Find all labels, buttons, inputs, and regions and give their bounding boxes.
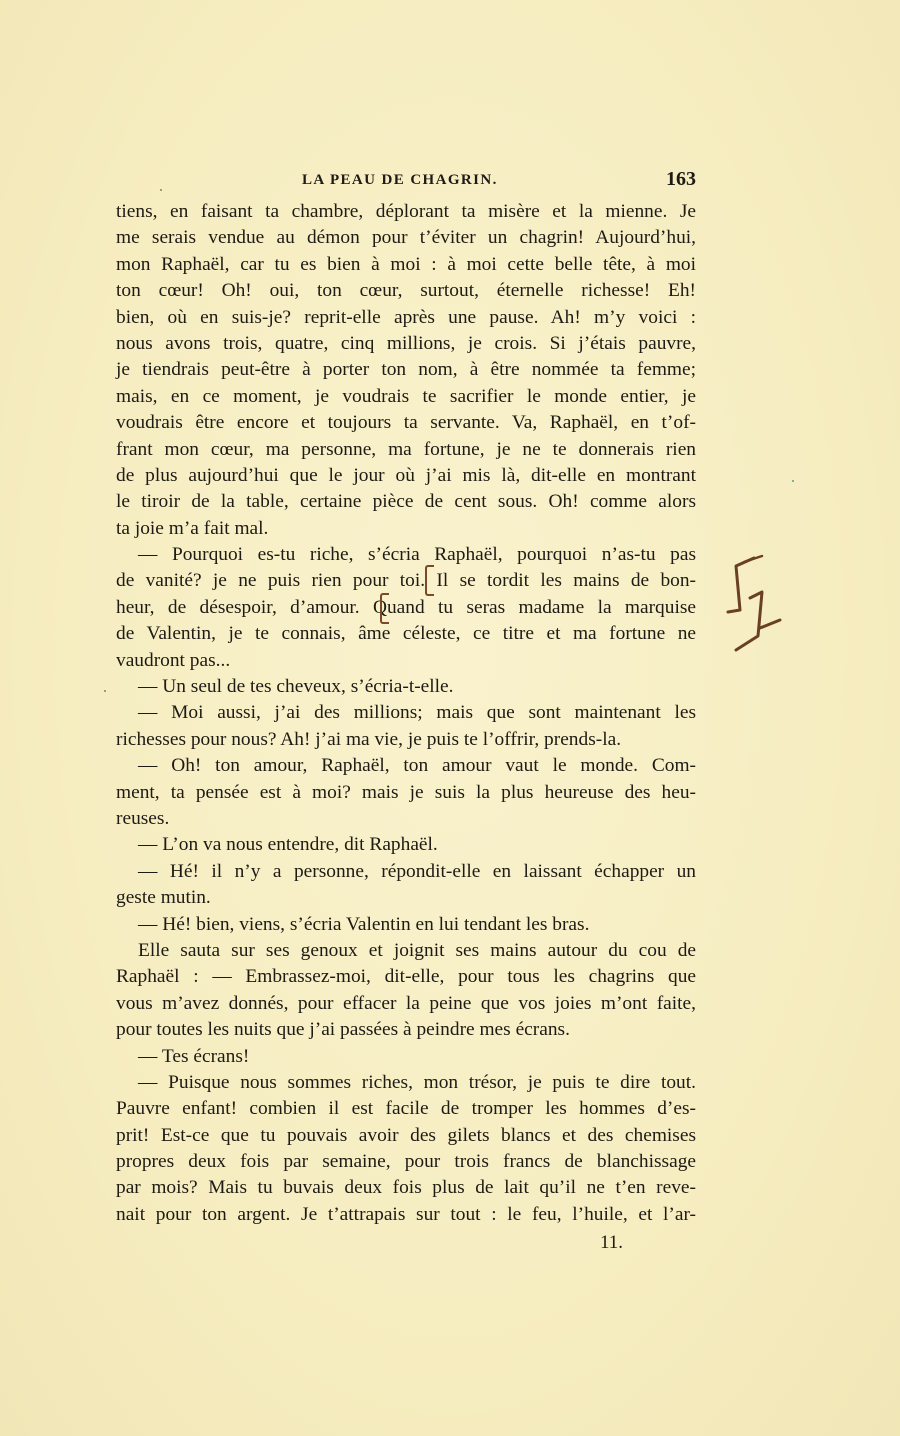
text-line: frant mon cœur, ma personne, ma fortune, je ne te donnerais rien xyxy=(116,438,696,460)
text-line: je tiendrais peut-être à porter ton nom, à être nommée ta femme; xyxy=(116,359,696,381)
text-line: ta joie m’a fait mal. xyxy=(116,517,269,539)
text-line: — Tes écrans! xyxy=(138,1045,250,1067)
signature-mark: 11. xyxy=(600,1232,624,1253)
text-line: par mois? Mais tu buvais deux fois plus de lait qu’il ne t’en reve- xyxy=(116,1177,696,1199)
text-line: prit! Est-ce que tu pouvais avoir des gilets blancs et des chemises xyxy=(116,1124,696,1146)
text-line: pour toutes les nuits que j’ai passées à peindre mes écrans. xyxy=(116,1019,570,1041)
text-line: le tiroir de la table, certaine pièce de cent sous. Oh! comme alors xyxy=(116,491,696,513)
page-header xyxy=(116,168,696,194)
text-line: — Puisque nous sommes riches, mon trésor, je puis te dire tout. xyxy=(138,1071,696,1093)
text-line: mon Raphaël, car tu es bien à moi : à moi cette belle tête, à moi xyxy=(116,253,696,275)
paper-speck xyxy=(104,690,106,692)
text-line: — Pourquoi es-tu riche, s’écria Raphaël, pourquoi n’as-tu pas xyxy=(138,544,696,566)
paper-speck xyxy=(792,480,794,482)
text-line: — L’on va nous entendre, dit Raphaël. xyxy=(138,834,438,856)
paper-speck xyxy=(160,189,162,191)
text-line: mais, en ce moment, je voudrais te sacrifier le monde entier, je xyxy=(116,385,696,407)
text-line: de vanité? je ne puis rien pour toi. Il se tordit les mains de bon- xyxy=(116,570,696,592)
text-line: — Moi aussi, j’ai des millions; mais que sont maintenant les xyxy=(138,702,696,724)
text-line: Elle sauta sur ses genoux et joignit ses mains autour du cou de xyxy=(138,939,696,961)
text-line: ton cœur! Oh! oui, ton cœur, surtout, éternelle richesse! Eh! xyxy=(116,280,696,302)
text-line: de Valentin, je te connais, âme céleste, ce titre et ma fortune ne xyxy=(116,623,696,645)
text-line: propres deux fois par semaine, pour trois francs de blanchissage xyxy=(116,1151,696,1173)
text-line: me serais vendue au démon pour t’éviter un chagrin! Aujourd’hui, xyxy=(116,227,696,249)
text-line: — Oh! ton amour, Raphaël, ton amour vaut le monde. Com- xyxy=(138,755,696,777)
text-line: tiens, en faisant ta chambre, déplorant ta misère et la mienne. Je xyxy=(116,201,696,222)
text-line: reuses. xyxy=(116,807,170,829)
text-line: voudrais être encore et toujours ta servante. Va, Raphaël, en t’of- xyxy=(116,412,696,434)
text-line: bien, où en suis-je? reprit-elle après une pause. Ah! m’y voici : xyxy=(116,306,696,328)
text-line: geste mutin. xyxy=(116,887,211,909)
text-line: heur, de désespoir, d’amour. Quand tu seras madame la marquise xyxy=(116,596,696,618)
text-line: nous avons trois, quatre, cinq millions, je crois. Si j’étais pauvre, xyxy=(116,332,696,354)
margin-paragraph-mark-icon xyxy=(714,550,794,660)
text-line: — Hé! il n’y a personne, répondit-elle en laissant échapper un xyxy=(138,860,696,882)
body-text xyxy=(116,199,696,1228)
page-number: 163 xyxy=(666,168,696,190)
text-line: de plus aujourd’hui que le jour où j’ai mis là, dit-elle en montrant xyxy=(116,464,696,486)
text-line: — Un seul de tes cheveux, s’écria-t-elle. xyxy=(138,676,454,698)
running-head: LA PEAU DE CHAGRIN. xyxy=(302,172,498,188)
text-line: richesses pour nous? Ah! j’ai ma vie, je puis te l’offrir, prends-la. xyxy=(116,728,622,750)
text-line: Pauvre enfant! combien il est facile de tromper les hommes d’es- xyxy=(116,1098,696,1120)
text-line: vaudront pas... xyxy=(116,649,231,671)
text-line: Raphaël : — Embrassez-moi, dit-elle, pour tous les chagrins que xyxy=(116,966,696,988)
text-line: ment, ta pensée est à moi? mais je suis la plus heureuse des heu- xyxy=(116,781,696,803)
text-line: vous m’avez donnés, pour effacer la peine que vos joies m’ont faite, xyxy=(116,992,696,1014)
text-line: nait pour ton argent. Je t’attrapais sur tout : le feu, l’huile, et l’ar- xyxy=(116,1203,696,1225)
text-line: — Hé! bien, viens, s’écria Valentin en lui tendant les bras. xyxy=(138,913,590,935)
